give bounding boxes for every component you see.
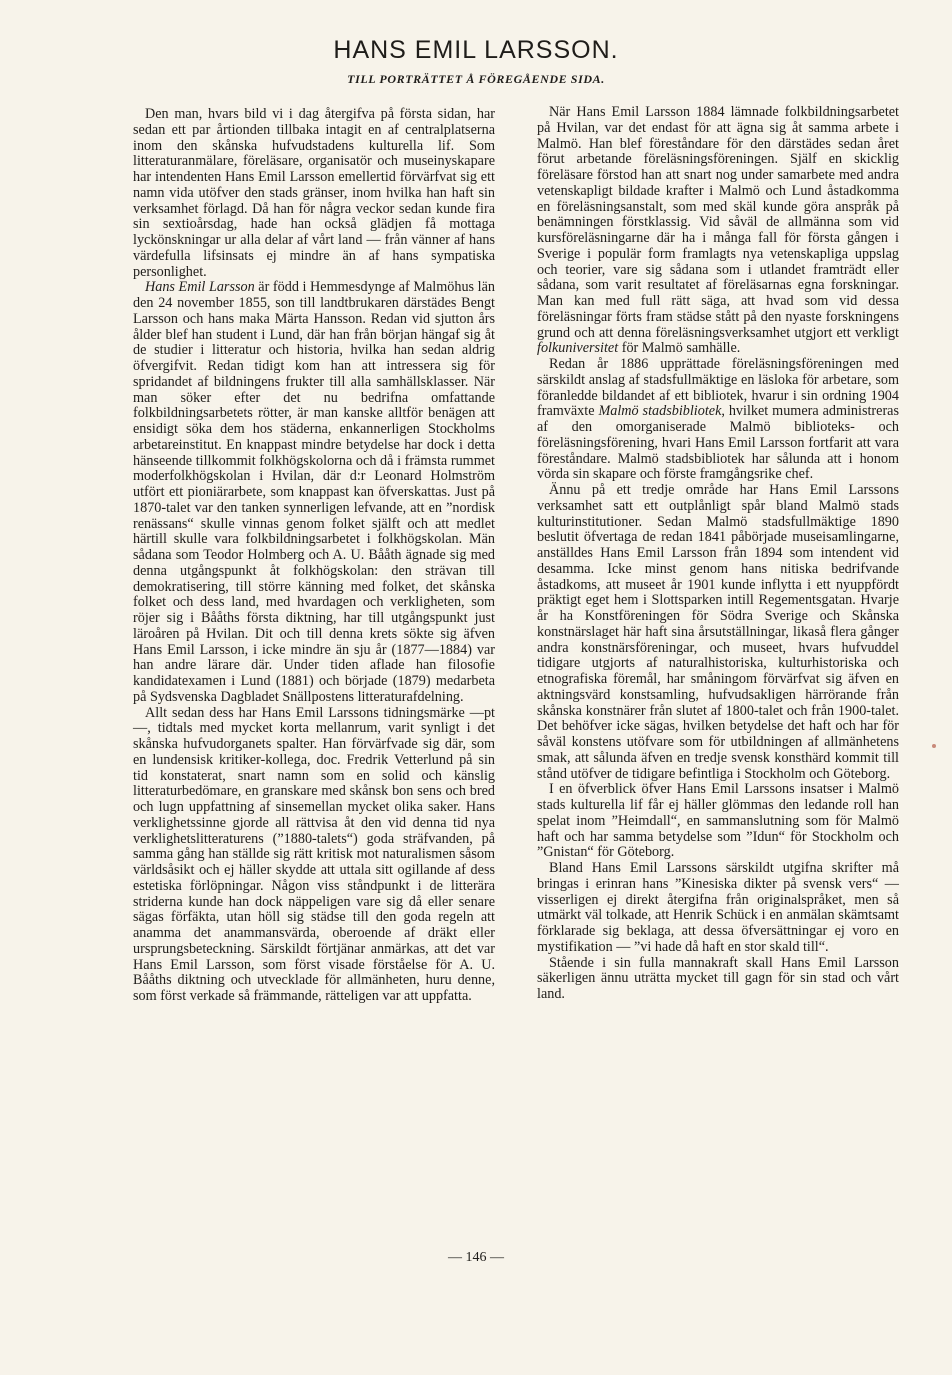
paragraph-text: Redan år 1886 upprättade föreläsningsföreningen med särskildt anslag af stadsfullmäktige en läsloka för arbetare, som föranledde bildandet af ett bibliotek, hvarur i sin ordning 1904 framväxte [537,356,899,420]
paragraph: Den man, hvars bild vi i dag återgifva på första sidan, har sedan ett par årtionden tillbaka intagit en af centralplatserna inom den skånska hufvudstadens kulturella lif. Som litteraturanmälare, föreläsare, organisatör och museinyskapare har intendenten Hans Emil Larsson emellertid förvärfvat sig ett namn vida utöfver den stads gränser, inom hvilka han haft sin verksamhet förlagd. Då han för några veckor sedan kunde fira sin sextioårsdag, hade han också glädjen få mottaga lyckönskningar ur alla delar af vårt land — från vänner af hans värdefulla lifsinsats ej mindre än af hans sympatiska personlighet. [133,106,495,280]
emphasized-term: folkuniversitet [537,340,619,357]
paragraph-text: När Hans Emil Larsson 1884 lämnade folkbildningsarbetet på Hvilan, var det endast för att ägna sig åt samma arbete i Malmö. Han blef föreståndare för den därstädes sedan året förut arbetande föreläsningsföreningen. Själf en skicklig föreläsare förstod han att snart nog under samarbete med andra vetenskapligt bildade krafter i Malmö och Lund åstadkomma en föreläsningsanstalt, som med skäl kunde göra anspråk på benämningen förstklassig. Vid såväl de allmänna som vid kursföreläsningarne där ha i många fall för första gången i Sverige i populär form framlagts nya vetenskapliga uppslag och teorier, vare sig sådana som i utlandet framträdt eller sådana, som varit resultatet af föreläsarnas egna forskningar. Man kan med full rätt säga, att hvad som vid dessa föreläsningar förts fram städse stått på den nyaste forskningens grund och att denna föreläsningsverksamhet utgjort ett verkligt [537,104,899,341]
page-number: — 146 — [448,1250,504,1265]
emphasized-term: Malmö stadsbibliotek [598,403,722,420]
article-subtitle: TILL PORTRÄTTET Å FÖREGÅENDE SIDA. [347,72,605,86]
paragraph-text: , hvilket mumera administreras af den omorganiserade Malmö biblioteks- och föreläsningsförening, hvari Hans Emil Larsson fortfarit att vara föreståndare. Malmö stadsbibliotek har sålunda att i honom vörda sin skapare och förste framgångsrike chef. [537,403,899,483]
paragraph-text: är född i Hemmesdynge af Malmöhus län den 24 november 1855, son till landtbrukaren därstädes Bengt Larsson och hans maka Märta Hansson. Redan vid sjutton års ålder blef han student i Lund, där han från början hängaf sig åt de studier i litteratur och historia, hvilka han sedan aldrig öfvergifvit. Redan tidigt kom han att intressera sig för spridandet af bildningens frukter till alla samhällsklasser. När man söker efter det nu bedrifna omfattande folkbildningsarbetets rötter, är man kanske alltför benägen att ensidigt söka dem hos städerna, enkannerligen Stockholms arbetareinstitut. En knappast mindre betydelse har dock i detta hänseende tillkommit folkhögskolorna och då i främsta rummet moderfolkhögskolan i Hvilan, där d:r Leonard Holmström utfört ett pioniärarbete, som knappast kan öfverskattas. Just på 1870-talet var den tanken synnerligen lefvande, att en ”nordisk renässans“ skulle vinnas genom folket själft och att medlet härtill skulle vara folkbildningsarbetet i folkhögskolan. Män sådana som Teodor Holmberg och A. U. Bååth ägnade sig med denna utgångspunkt åt folkhögskolan: den strävan till demokratisering, till större känning med folket, det skånska folket och dess land, med hvardagen och verkligheten, som röjer sig i Bååths första diktning, har till utgångspunkt just läroåren på Hvilan. Dit och till denna krets sökte sig äfven Hans Emil Larsson, i icke mindre än sju år (1877—1884) var han andre lärare där. Under tiden aflade han filosofie kandidatexamen i Lund (1881) och började (1879) medarbeta på Sydsvenska Dagbladet Snällpostens litteraturafdelning. [133,279,495,705]
print-speck [932,744,936,748]
paragraph: Bland Hans Emil Larssons särskildt utgifna skrifter må bringas i erinran hans ”Kinesiska dikter på svensk vers“ — visserligen ej direkt återgifna från originalspråket, men så utmärkt väl tolkade, att Henrik Schück i en anmälan skämtsamt förklarade sig beklaga, att dessa öfversättningar ej voro en mystifikation — ”vi hade då haft en stor skald till“. [537,860,899,955]
paragraph [133,280,495,705]
paragraph-text: för Malmö samhälle. [618,340,741,357]
paragraph [537,357,899,483]
right-column [537,105,899,1003]
paragraph: Ännu på ett tredje område har Hans Emil Larssons verksamhet satt ett outplånligt spår bland Malmö stads kulturinstitutioner. Sedan Malmö stadsfullmäktige 1890 beslutit öfvertaga de redan 1841 påbörjade museisamlingarne, anställdes Hans Emil Larsson från 1894 som intendent vid desamma. Icke minst genom hans nitiska bedrifvande åstadkoms, att museet år 1901 kunde inflytta i ett nyuppfördt präktigt eget hem i Slottsparken intill Regementsgatan. Hvarje år ha Konstföreningen för Södra Sverige och Skånska konstnärslaget här haft sina årsutställningar, likaså flera gånger andra konstnärsföreningar, och museet, hvars hufvuddel tidigare utgjorts af naturalhistoriska, kulturhistoriska och etnografiska föremål, har småningom förvärfvat sig äfven en aktningsvärd konstsamling, hufvudsakligen härrörande från skånska konstnärer från slutet af 1800-talet och från 1900-talet. Det behöfver icke sägas, hvilken betydelse det haft och har för såväl konstens utöfvare som för utbildningen af allmänhetens smak, att sålunda äfven en tredje svensk konsthärd kommit till stånd utöfver de tidigare befintliga i Stockholm och Göteborg. [537,482,899,782]
article-title: HANS EMIL LARSSON. [333,36,619,64]
left-column [133,107,495,1005]
paragraph: I en öfverblick öfver Hans Emil Larssons insatser i Malmö stads kulturella lif får ej häller glömmas den ledande roll han spelat inom ”Heimdall“, en sammanslutning som för Malmö haft och har samma betydelse som ”Idun“ för Stockholm och ”Gnistan“ för Göteborg. [537,781,899,861]
paragraph [537,105,899,357]
paragraph: Stående i sin fulla mannakraft skall Hans Emil Larsson säkerligen ännu uträtta mycket till gagn för sin stad och vårt land. [537,954,899,1002]
paragraph: Allt sedan dess har Hans Emil Larssons tidningsmärke —pt—, tidtals med mycket korta mellanrum, varit synligt i det skånska hufvudorganets spalter. Han förvärfvade sig där, som en lundensisk kritiker-kollega, doc. Fredrik Vetterlund på sin tid konstaterat, snart namn som en solid och känslig litteraturbedömare, en granskare med skånsk bon sens och bred och lugn uppfattning af sinsemellan mycket olika saker. Hans verklighetssinne gjorde all rättvisa åt den vid denna tid nya verklighetslitteraturens (”1880-talets“) goda sträfvanden, på samma gång han ställde sig rätt kritisk mot naturalismen såsom världsåsikt och ej häller skydde att uttala sitt ogillande af dess estetiska förlöpningar. Någon viss ståndpunkt i de litterära striderna kunde han dock näppeligen vare sig då eller senare sägas förfäkta, utan höll sig städse till den goda regeln att anamma det anammansvärda, oberoende af dräkt eller ursprungsbeteckning. Särskildt förtjänar anmärkas, att det var Hans Emil Larsson, som först visade förståelse för A. U. Bååths diktning och utvecklade för allmänheten, huru denne, som först verkade så främmande, rätteligen var att uppfatta. [133,704,495,1004]
emphasized-name: Hans Emil Larsson [145,279,255,296]
